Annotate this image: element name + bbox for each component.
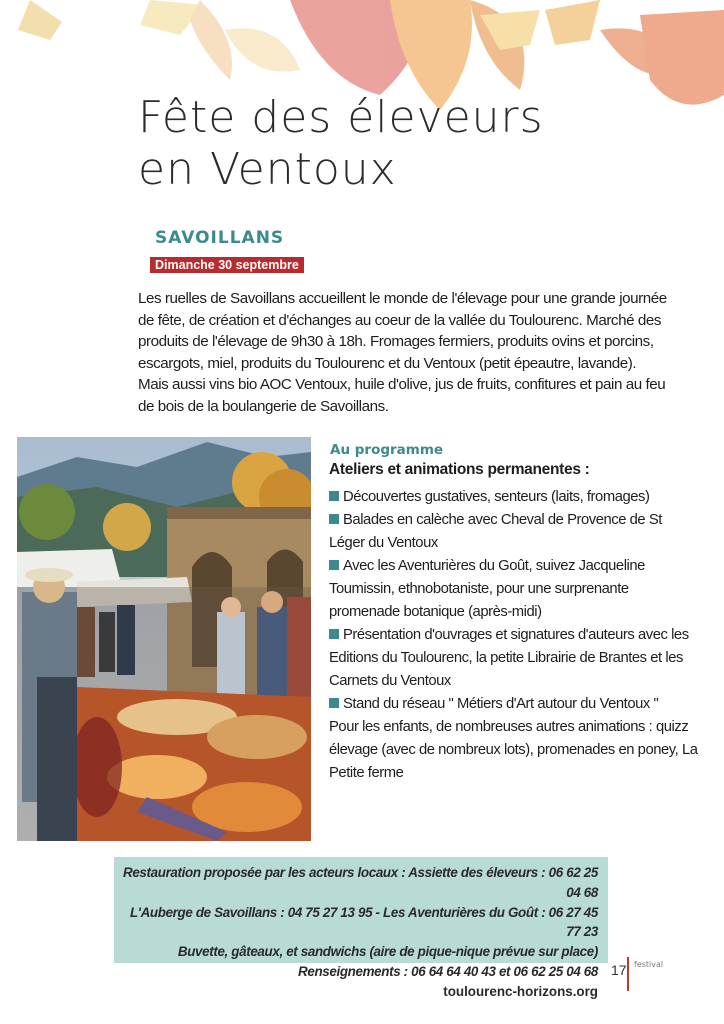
info-line-contact: Renseignements : 06 64 64 40 43 et 06 62 25 04 68 — [298, 963, 598, 979]
title-line-2: en Ventoux — [138, 144, 397, 195]
page-title — [138, 92, 544, 196]
program-list — [329, 486, 699, 785]
info-line-auberge: L'Auberge de Savoillans : 04 75 27 13 95 - Les Aventurières du Goût : 06 27 45 77 23 — [129, 904, 598, 940]
list-item: Balades en calèche avec Cheval de Provence de St Léger du Ventoux — [329, 512, 662, 551]
square-bullet-icon — [329, 491, 339, 501]
event-date-badge: Dimanche 30 septembre — [150, 257, 304, 273]
intro-paragraph: Les ruelles de Savoillans accueillent le monde de l'élevage pour une grande journée de fête, de création et d'échanges au coeur de la vallée du Toulourenc. Marché des produits de l'élevage de 9h30 à 18h. Fromages fermiers, produits ovins et porcins, escargots, miel, produits du Toulourenc et du Ventoux (petit épeautre, lavande). Mais aussi vins bio AOC Ventoux, huile d'olive, jus de fruits, confitures et pain au feu de bois de la boulangerie de Savoillans. — [138, 290, 667, 415]
square-bullet-icon — [329, 514, 339, 524]
info-line-restaurant: Restauration proposée par les acteurs locaux : Assiette des éleveurs : 06 62 25 04 68 — [123, 865, 598, 900]
program-heading: Au programme — [330, 442, 444, 458]
list-item: Stand du réseau " Métiers d'Art autour du Ventoux " — [329, 693, 699, 716]
list-item: Découvertes gustatives, senteurs (laits, fromages) — [329, 486, 699, 509]
info-lines — [114, 863, 598, 1002]
kids-activities: Pour les enfants, de nombreuses autres animations : quizz élevage (avec de nombreux lots), promenades en poney, La Petite ferme — [329, 719, 698, 781]
info-box — [114, 857, 608, 999]
festival-logo: festival — [634, 960, 664, 969]
market-photo — [17, 437, 311, 841]
list-item: Avec les Aventurières du Goût, suivez Jacqueline Toumissin, ethnobotaniste, pour une surprenante promenade botanique (après-midi) — [329, 558, 645, 620]
square-bullet-icon — [329, 629, 339, 639]
info-line-buvette: Buvette, gâteaux, et sandwichs (aire de pique-nique prévue sur place) — [177, 944, 598, 960]
square-bullet-icon — [329, 698, 339, 708]
square-bullet-icon — [329, 560, 339, 570]
website-link[interactable]: toulourenc-horizons.org — [443, 983, 598, 999]
list-item: Présentation d'ouvrages et signatures d'auteurs avec les Editions du Toulourenc, la petite Librairie de Brantes et les Carnets du Ventoux — [329, 627, 689, 689]
title-line-1: Fête des éleveurs — [138, 92, 544, 143]
page-divider — [627, 957, 629, 991]
program-subheading: Ateliers et animations permanentes : — [329, 461, 590, 478]
event-town: SAVOILLANS — [155, 228, 285, 248]
page-number: 17 — [611, 962, 627, 978]
